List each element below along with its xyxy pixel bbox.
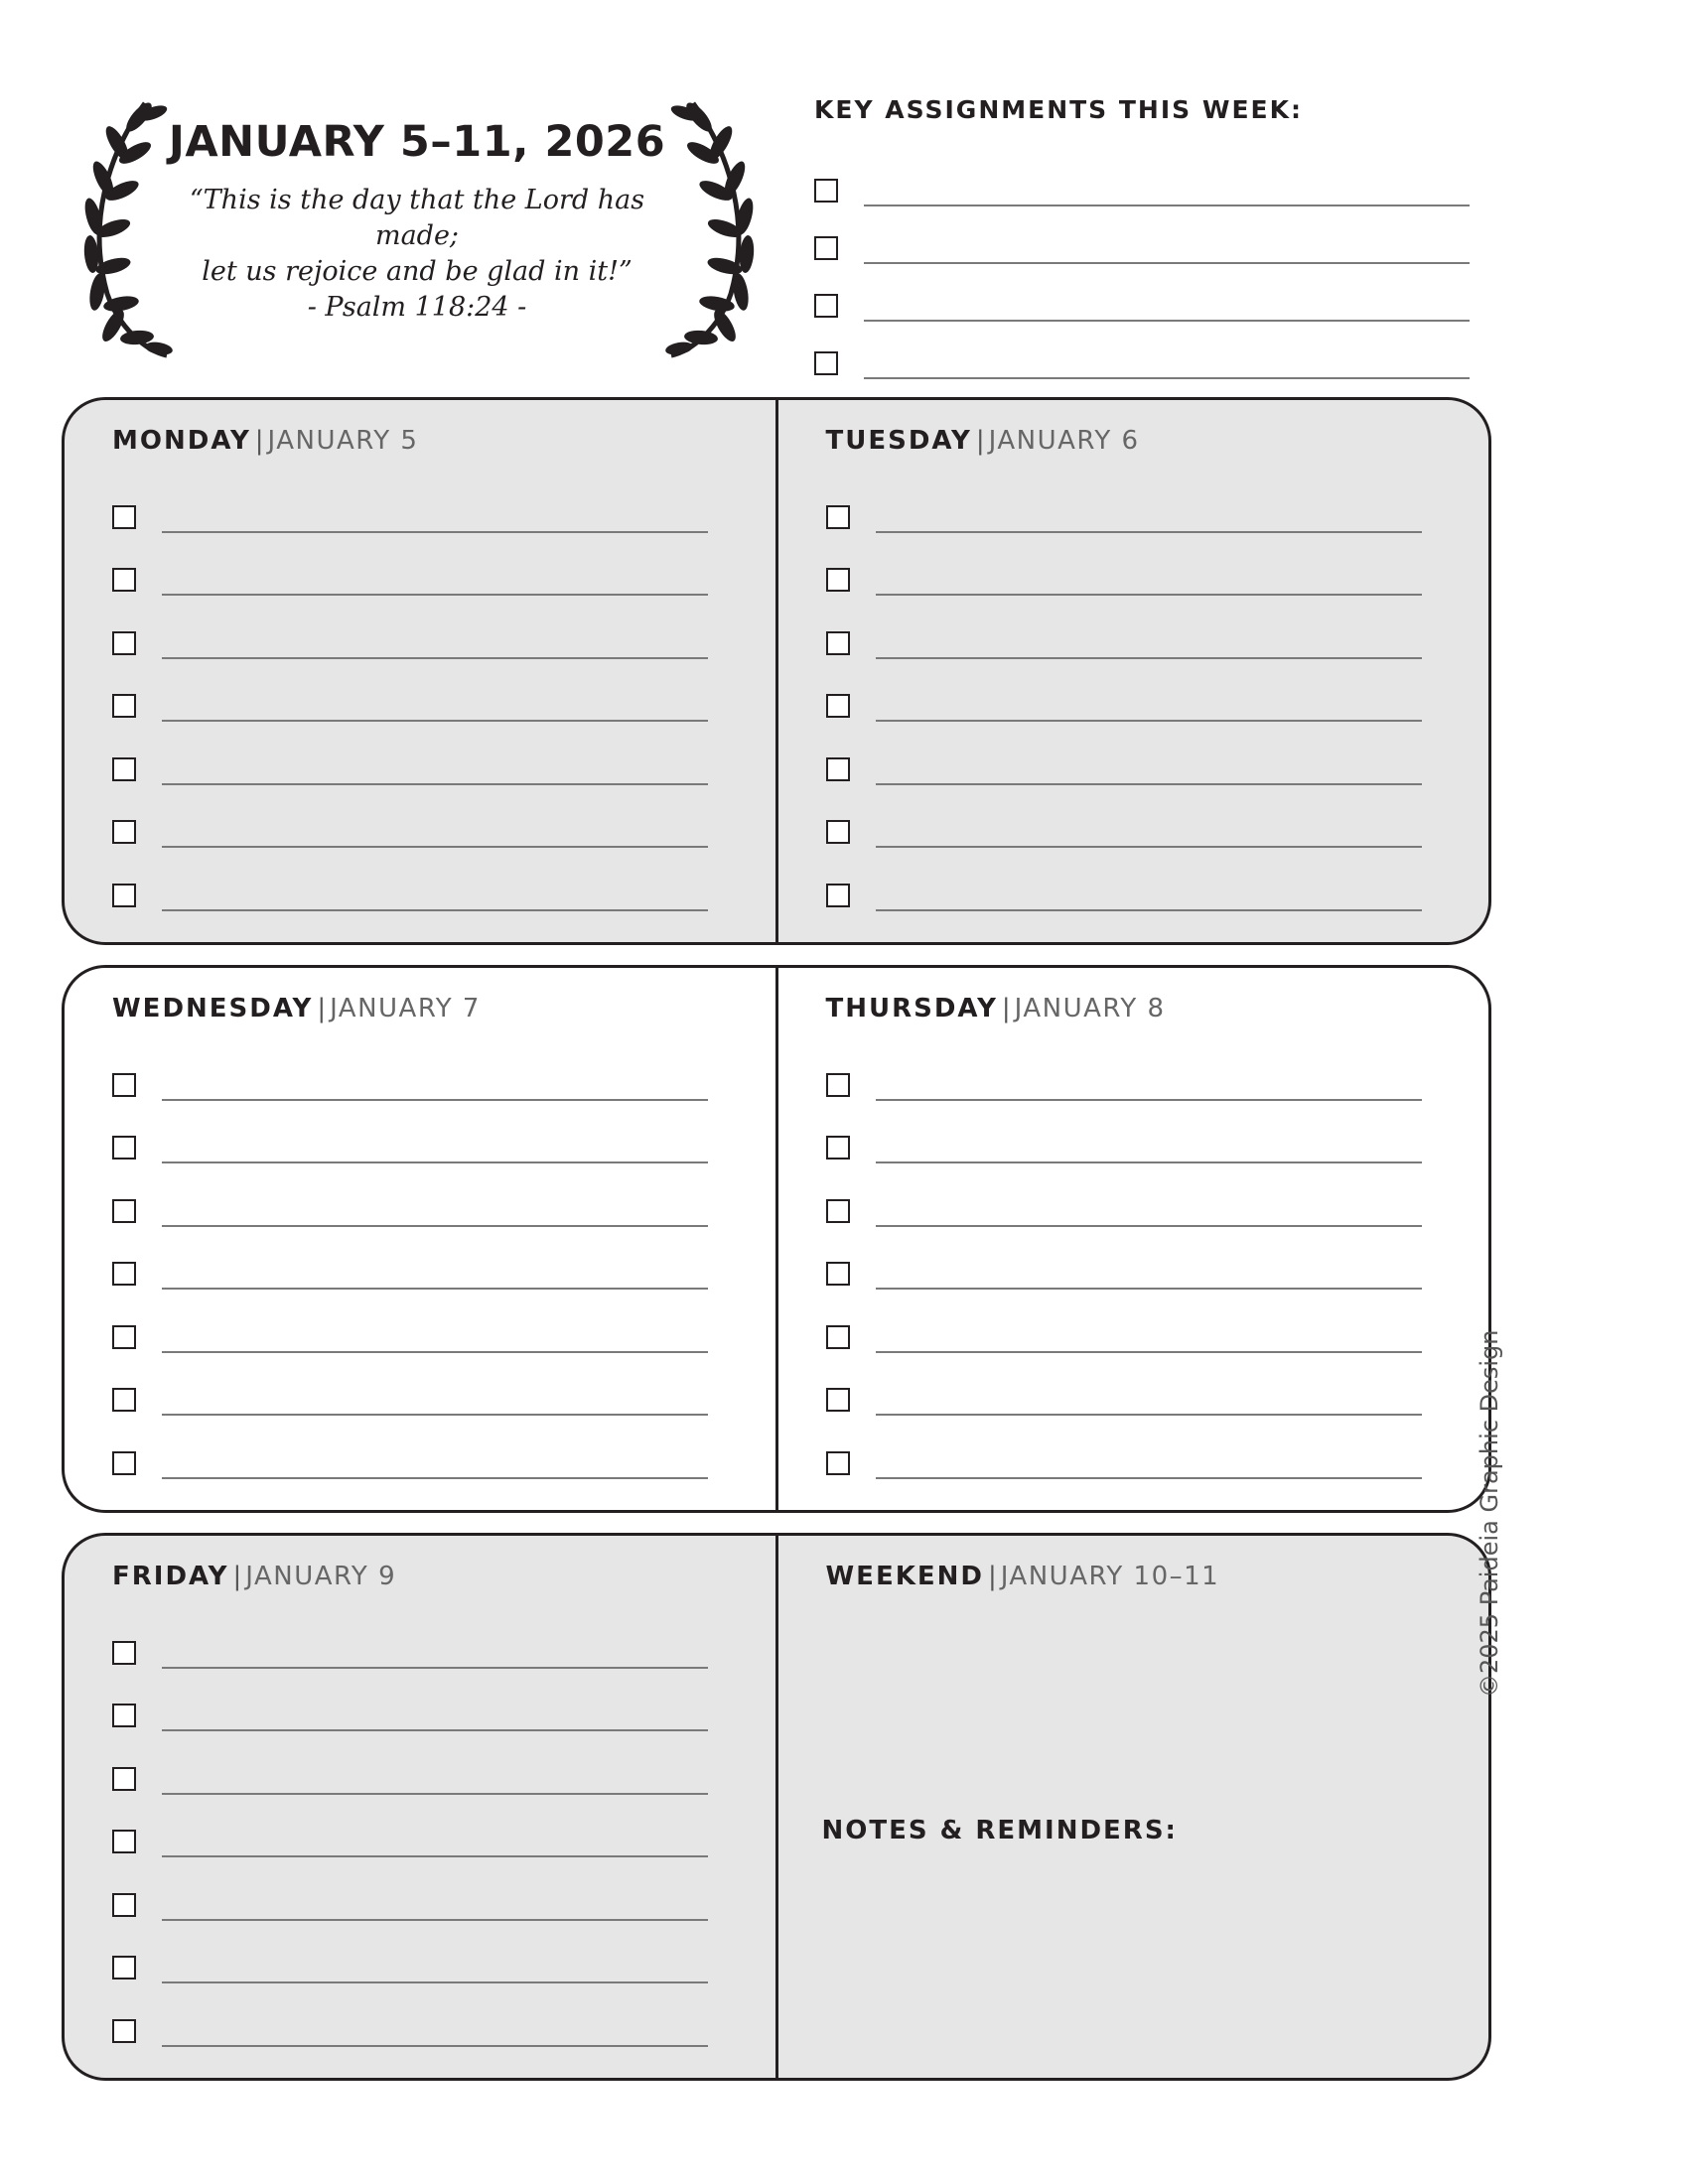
writing-line[interactable]	[162, 1793, 708, 1795]
task-row	[826, 533, 1422, 597]
checkbox[interactable]	[112, 1262, 136, 1286]
writing-line[interactable]	[162, 1667, 708, 1669]
checkbox[interactable]	[112, 1830, 136, 1853]
separator: |	[317, 994, 327, 1024]
day-name: WEDNESDAY	[112, 994, 314, 1024]
writing-line[interactable]	[162, 1477, 708, 1479]
writing-line[interactable]	[876, 1288, 1422, 1290]
writing-line[interactable]	[162, 1161, 708, 1163]
laurel-right-icon	[661, 95, 771, 363]
week-title: JANUARY 5–11, 2026	[168, 117, 666, 167]
checkbox[interactable]	[826, 1388, 850, 1412]
wednesday-header	[112, 994, 775, 1033]
wednesday-section	[65, 968, 775, 1510]
checkbox[interactable]	[814, 236, 838, 260]
checkbox[interactable]	[112, 1325, 136, 1349]
writing-line[interactable]	[162, 657, 708, 659]
day-name: FRIDAY	[112, 1562, 229, 1591]
task-row	[112, 1921, 708, 1984]
day-date: JANUARY 7	[330, 994, 481, 1024]
day-date: JANUARY 9	[245, 1562, 397, 1591]
task-row	[112, 1795, 708, 1858]
friday-header	[112, 1562, 775, 1601]
task-row	[826, 659, 1422, 723]
writing-line[interactable]	[162, 594, 708, 596]
verse-line-2: let us rejoice and be glad in it!”	[202, 256, 633, 287]
tuesday-section	[775, 400, 1489, 942]
writing-line[interactable]	[162, 720, 708, 722]
task-row	[112, 1605, 708, 1669]
weekend-header	[826, 1562, 1489, 1601]
task-row	[814, 322, 1470, 379]
writing-line[interactable]	[162, 1099, 708, 1101]
monday-header	[112, 426, 775, 466]
writing-line[interactable]	[864, 377, 1470, 379]
panel-wed-thu	[62, 965, 1491, 1513]
task-row	[826, 1353, 1422, 1417]
separator: |	[254, 426, 264, 456]
checkbox[interactable]	[112, 2019, 136, 2043]
writing-line[interactable]	[162, 1919, 708, 1921]
separator: |	[987, 1562, 997, 1591]
checkbox[interactable]	[826, 694, 850, 718]
task-row	[112, 1416, 708, 1479]
task-row	[826, 1037, 1422, 1101]
monday-section	[65, 400, 775, 942]
tuesday-task-list	[826, 470, 1422, 911]
task-row	[826, 785, 1422, 849]
separator: |	[232, 1562, 242, 1591]
checkbox[interactable]	[826, 568, 850, 592]
checkbox[interactable]	[112, 505, 136, 529]
checkbox[interactable]	[112, 884, 136, 907]
task-row	[814, 149, 1470, 206]
writing-line[interactable]	[162, 1729, 708, 1731]
key-assignments-title: KEY ASSIGNMENTS THIS WEEK:	[814, 95, 1303, 124]
checkbox[interactable]	[112, 820, 136, 844]
copyright-text: ©2025 Paideia Graphic Design	[1476, 1329, 1503, 1698]
task-row	[112, 1353, 708, 1417]
separator: |	[975, 426, 985, 456]
writing-line[interactable]	[876, 1161, 1422, 1163]
checkbox[interactable]	[112, 1704, 136, 1727]
checkbox[interactable]	[112, 1767, 136, 1791]
tuesday-header	[826, 426, 1489, 466]
checkbox[interactable]	[112, 1893, 136, 1917]
checkbox[interactable]	[112, 1199, 136, 1223]
task-row	[826, 1290, 1422, 1353]
task-row	[112, 1857, 708, 1921]
writing-line[interactable]	[864, 262, 1470, 264]
verse-reference: - Psalm 118:24 -	[307, 292, 527, 323]
thursday-section	[775, 968, 1489, 1510]
writing-line[interactable]	[876, 720, 1422, 722]
writing-line[interactable]	[162, 846, 708, 848]
day-date: JANUARY 8	[1014, 994, 1166, 1024]
task-row	[814, 206, 1470, 264]
checkbox[interactable]	[112, 1388, 136, 1412]
task-row	[112, 659, 708, 723]
writing-line[interactable]	[162, 1855, 708, 1857]
writing-line[interactable]	[162, 909, 708, 911]
separator: |	[1001, 994, 1011, 1024]
writing-line[interactable]	[876, 909, 1422, 911]
thursday-header	[826, 994, 1489, 1033]
task-row	[826, 722, 1422, 785]
weekend-section	[775, 1536, 1489, 2078]
panel-fri-weekend	[62, 1533, 1491, 2081]
checkbox[interactable]	[826, 1262, 850, 1286]
checkbox[interactable]	[826, 884, 850, 907]
task-row	[112, 1669, 708, 1732]
thursday-task-list	[826, 1037, 1422, 1479]
writing-line[interactable]	[876, 594, 1422, 596]
task-row	[826, 1416, 1422, 1479]
friday-task-list	[112, 1605, 708, 2047]
writing-line[interactable]	[162, 1288, 708, 1290]
writing-line[interactable]	[162, 2045, 708, 2047]
writing-line[interactable]	[162, 1981, 708, 1983]
writing-line[interactable]	[876, 1477, 1422, 1479]
writing-line[interactable]	[162, 531, 708, 533]
day-name: WEEKEND	[825, 1562, 984, 1591]
writing-line[interactable]	[162, 1225, 708, 1227]
writing-line[interactable]	[876, 783, 1422, 785]
task-row	[826, 1227, 1422, 1291]
checkbox[interactable]	[826, 1136, 850, 1160]
writing-line[interactable]	[876, 1099, 1422, 1101]
task-row	[112, 1227, 708, 1291]
writing-line[interactable]	[876, 1351, 1422, 1353]
writing-line[interactable]	[864, 205, 1470, 206]
writing-line[interactable]	[864, 320, 1470, 322]
task-row	[826, 848, 1422, 911]
checkbox[interactable]	[112, 1641, 136, 1665]
day-date: JANUARY 6	[988, 426, 1140, 456]
writing-line[interactable]	[162, 1351, 708, 1353]
verse-block	[159, 183, 675, 326]
checkbox[interactable]	[826, 757, 850, 781]
verse-line-1: “This is the day that the Lord has made;	[189, 185, 645, 251]
checkbox[interactable]	[112, 757, 136, 781]
checkbox[interactable]	[826, 1451, 850, 1475]
task-row	[112, 1983, 708, 2047]
checkbox[interactable]	[826, 505, 850, 529]
task-row	[112, 596, 708, 659]
checkbox[interactable]	[826, 820, 850, 844]
checkbox[interactable]	[814, 351, 838, 375]
day-date: JANUARY 10–11	[1000, 1562, 1220, 1591]
task-row	[826, 596, 1422, 659]
writing-line[interactable]	[162, 1414, 708, 1416]
day-name: THURSDAY	[825, 994, 998, 1024]
task-row	[112, 533, 708, 597]
task-row	[826, 1163, 1422, 1227]
checkbox[interactable]	[112, 694, 136, 718]
task-row	[826, 1101, 1422, 1164]
checkbox[interactable]	[826, 1199, 850, 1223]
task-row	[112, 722, 708, 785]
task-row	[112, 1290, 708, 1353]
task-row	[112, 785, 708, 849]
checkbox[interactable]	[814, 294, 838, 318]
monday-task-list	[112, 470, 708, 911]
task-row	[112, 1731, 708, 1795]
friday-section	[65, 1536, 775, 2078]
checkbox[interactable]	[112, 1136, 136, 1160]
checkbox[interactable]	[112, 568, 136, 592]
task-row	[112, 848, 708, 911]
day-date: JANUARY 5	[267, 426, 419, 456]
task-row	[112, 1101, 708, 1164]
checkbox[interactable]	[112, 1451, 136, 1475]
task-row	[112, 1037, 708, 1101]
checkbox[interactable]	[814, 179, 838, 203]
task-row	[112, 1163, 708, 1227]
task-row	[814, 264, 1470, 322]
wednesday-task-list	[112, 1037, 708, 1479]
writing-line[interactable]	[876, 846, 1422, 848]
writing-line[interactable]	[876, 657, 1422, 659]
writing-line[interactable]	[876, 1225, 1422, 1227]
checkbox[interactable]	[826, 1325, 850, 1349]
task-row	[826, 470, 1422, 533]
key-assignments-list	[814, 149, 1470, 379]
checkbox[interactable]	[112, 1073, 136, 1097]
checkbox[interactable]	[826, 631, 850, 655]
notes-reminders-title: NOTES & REMINDERS:	[821, 1816, 1178, 1845]
checkbox[interactable]	[112, 631, 136, 655]
writing-line[interactable]	[876, 531, 1422, 533]
writing-line[interactable]	[162, 783, 708, 785]
checkbox[interactable]	[112, 1956, 136, 1979]
panel-mon-tue	[62, 397, 1491, 945]
day-name: TUESDAY	[825, 426, 972, 456]
task-row	[112, 470, 708, 533]
day-name: MONDAY	[112, 426, 251, 456]
writing-line[interactable]	[876, 1414, 1422, 1416]
checkbox[interactable]	[826, 1073, 850, 1097]
